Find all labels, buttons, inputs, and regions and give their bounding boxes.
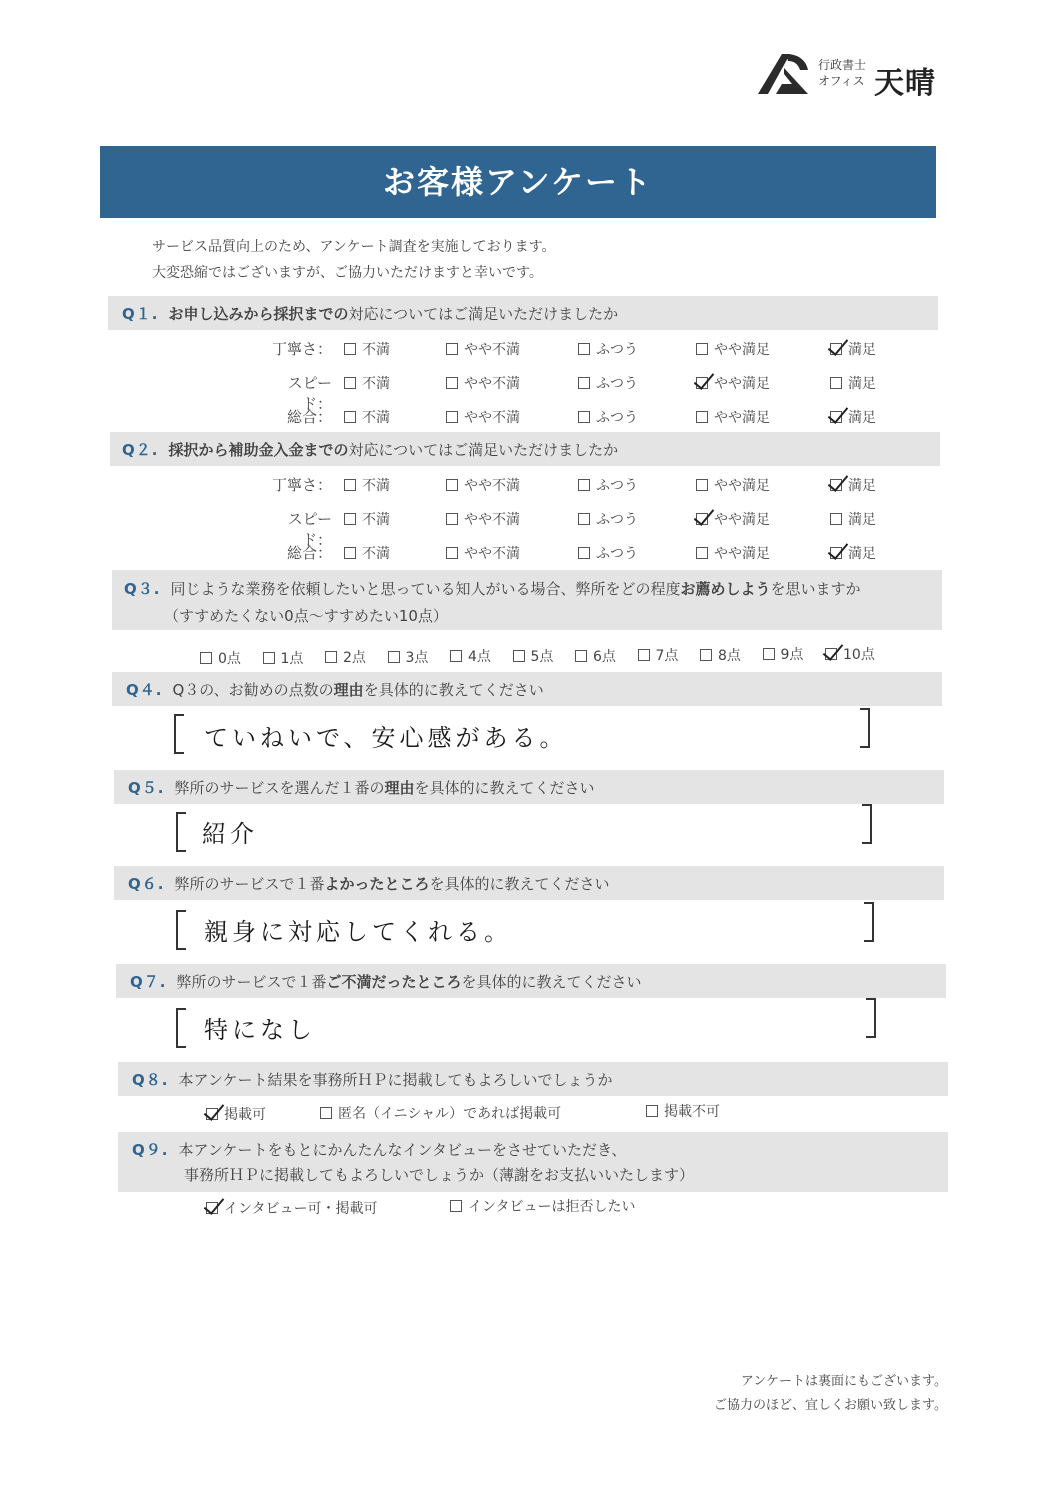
q2-row-1-option[interactable]	[830, 509, 876, 529]
q9-option-decline[interactable]	[450, 1196, 635, 1216]
q3-question	[124, 578, 861, 599]
q9-option-decline-label: インタビューは拒否したい	[468, 1199, 636, 1215]
q9-number: Q９.	[132, 1141, 169, 1159]
q3-point-label: 5点	[530, 649, 554, 665]
q1-row-2-option[interactable]	[696, 407, 770, 427]
q3-point-option[interactable]	[450, 646, 491, 666]
q3-point-label: 9点	[780, 647, 804, 663]
q7-answer[interactable]: 特になし	[204, 1016, 316, 1044]
checkbox-icon[interactable]	[446, 479, 458, 491]
checkbox-icon[interactable]	[325, 651, 337, 663]
q2-row-label: 総合：	[286, 544, 332, 562]
q5-question	[128, 777, 595, 798]
q1-row-0-option[interactable]	[344, 339, 390, 359]
q2-row-2-option[interactable]	[578, 543, 638, 563]
q2-row-2-option[interactable]	[696, 543, 770, 563]
q3-point-label: 0点	[218, 651, 241, 667]
option-label: ふつう	[596, 512, 638, 528]
q1-row-label: スピード：	[287, 374, 332, 413]
checkbox-icon[interactable]	[638, 649, 650, 661]
q6-question	[128, 873, 610, 894]
option-label: 不満	[362, 376, 390, 392]
q1-text-emph: お申し込みから採択までの	[168, 305, 349, 323]
q2-row-0-option[interactable]	[830, 475, 876, 495]
q6-text-a: 弊所のサービスで１番	[174, 875, 325, 893]
option-label: ふつう	[596, 410, 638, 426]
q2-text: 対応についてはご満足いただけましたか	[348, 441, 619, 459]
logo-line1: 行政書士	[818, 58, 867, 72]
q2-row-0-option[interactable]	[344, 475, 390, 495]
q6-text-c: を具体的に教えてください	[429, 875, 610, 893]
checkbox-icon[interactable]	[830, 479, 842, 491]
q8-option-publish[interactable]	[206, 1104, 266, 1124]
checkbox-icon[interactable]	[263, 652, 275, 664]
q1-row-2-option[interactable]	[578, 407, 638, 427]
checkbox-icon[interactable]	[578, 411, 590, 423]
q8-number: Q８.	[132, 1071, 169, 1089]
q7-text-a: 弊所のサービスで１番	[176, 973, 327, 991]
checkbox-icon[interactable]	[578, 377, 590, 389]
option-label: やや不満	[464, 546, 520, 562]
page-title: お客様アンケート	[100, 146, 936, 218]
checkbox-icon[interactable]	[446, 411, 458, 423]
checkbox-icon[interactable]	[830, 377, 842, 389]
checkbox-icon[interactable]	[696, 411, 708, 423]
q4-question	[126, 679, 544, 700]
q7-number: Q７.	[130, 973, 167, 991]
checkbox-icon[interactable]	[700, 649, 712, 661]
q2-row-2-option[interactable]	[344, 543, 390, 563]
checkbox-icon[interactable]	[830, 513, 842, 525]
q1-text: 対応についてはご満足いただけましたか	[348, 305, 619, 323]
q9-text-1: 本アンケートをもとにかんたんなインタビューをさせていただき、	[178, 1141, 627, 1159]
q1-question	[122, 303, 618, 324]
q3-point-label: 4点	[468, 649, 491, 665]
q3-point-option[interactable]	[763, 644, 804, 664]
checkbox-icon[interactable]	[578, 513, 590, 525]
q8-option-no-publish[interactable]	[646, 1101, 720, 1121]
q3-text-a: 同じような業務を依頼したいと思っている知人がいる場合、弊所をどの程度	[170, 580, 681, 598]
q5-answer[interactable]: 紹介	[202, 820, 258, 848]
intro-line-1: サービス品質向上のため、アンケート調査を実施しております。	[152, 239, 556, 255]
q2-row-0-option[interactable]	[696, 475, 770, 495]
checkbox-icon[interactable]	[344, 513, 356, 525]
checkbox-icon[interactable]	[763, 648, 775, 660]
checkbox-icon[interactable]	[206, 1108, 218, 1120]
q3-point-option[interactable]	[513, 646, 554, 666]
q4-number: Q４.	[126, 681, 163, 699]
q9-option-accept-label: インタビュー可・掲載可	[224, 1201, 378, 1217]
option-label: 不満	[362, 342, 390, 358]
checkbox-icon[interactable]	[696, 547, 708, 559]
q8-text: 本アンケート結果を事務所ＨＰに掲載してもよろしいでしょうか	[178, 1071, 613, 1089]
q1-row-label: 総合：	[286, 408, 332, 426]
checkbox-icon[interactable]	[344, 479, 356, 491]
q3-subtext: （すすめたくない0点～すすめたい10点）	[164, 607, 448, 625]
checkbox-icon[interactable]	[344, 343, 356, 355]
q3-point-label: 2点	[343, 650, 366, 666]
q4-text-emph: 理由	[333, 681, 364, 699]
checkbox-icon[interactable]	[578, 343, 590, 355]
q3-number: Q３.	[124, 580, 161, 598]
q4-bracket-right	[860, 708, 870, 748]
option-label: やや不満	[464, 410, 520, 426]
q1-row-2-option[interactable]	[446, 407, 520, 427]
q1-row-2-option[interactable]	[344, 407, 390, 427]
q4-bracket-left	[174, 714, 184, 754]
office-logo	[754, 48, 944, 100]
checkbox-icon[interactable]	[578, 479, 590, 491]
q1-number: Q１.	[122, 305, 159, 323]
q2-number: Q２.	[122, 441, 159, 459]
q3-point-option[interactable]	[638, 645, 679, 665]
logo-mark-icon	[754, 48, 812, 98]
q4-answer[interactable]: ていねいで、安心感がある。	[204, 724, 568, 752]
q2-row-2-option[interactable]	[830, 543, 876, 563]
checkbox-icon[interactable]	[696, 479, 708, 491]
q1-row-0-option[interactable]	[830, 339, 876, 359]
q2-row-1-option[interactable]	[696, 509, 770, 529]
q7-bracket-right	[866, 998, 876, 1038]
q8-option-anonymous-label: 匿名（イニシャル）であれば掲載可	[338, 1106, 562, 1122]
q5-text-emph: 理由	[384, 779, 415, 797]
option-label: やや満足	[714, 512, 770, 528]
checkbox-icon[interactable]	[825, 648, 837, 660]
q8-option-anonymous[interactable]	[320, 1103, 561, 1123]
option-label: やや不満	[464, 478, 520, 494]
q7-text-emph: ご不満だったところ	[326, 973, 462, 991]
q4-text-c: を具体的に教えてください	[363, 681, 544, 699]
q6-number: Q６.	[128, 875, 165, 893]
q6-text-emph: よかったところ	[324, 875, 430, 893]
q5-text-c: を具体的に教えてください	[414, 779, 595, 797]
checkbox-icon[interactable]	[344, 411, 356, 423]
q3-point-option[interactable]	[325, 647, 366, 667]
q7-question	[130, 971, 642, 992]
q7-text-c: を具体的に教えてください	[461, 973, 642, 991]
logo-line2: オフィス	[818, 74, 865, 88]
q2-row-label: スピード：	[287, 510, 332, 549]
footer-line-2: ご協力のほど、宜しくお願い致します。	[714, 1398, 947, 1413]
q9-text-2: 事務所ＨＰに掲載してもよろしいでしょうか（薄謝をお支払いいたします）	[184, 1166, 695, 1184]
q8-option-no-publish-label: 掲載不可	[664, 1104, 720, 1120]
checkbox-icon[interactable]	[446, 513, 458, 525]
checkbox-icon[interactable]	[450, 650, 462, 662]
option-label: やや満足	[714, 478, 770, 494]
q1-row-1-option[interactable]	[696, 373, 770, 393]
q1-row-1-option[interactable]	[578, 373, 638, 393]
q1-row-2-option[interactable]	[830, 407, 876, 427]
checkbox-icon[interactable]	[830, 411, 842, 423]
option-label: やや満足	[714, 376, 770, 392]
q1-row-1-option[interactable]	[446, 373, 520, 393]
checkbox-icon[interactable]	[200, 652, 212, 664]
option-label: 満足	[848, 376, 876, 392]
q5-text-a: 弊所のサービスを選んだ１番の	[174, 779, 385, 797]
q2-row-1-option[interactable]	[446, 509, 520, 529]
q1-row-label: 丁寧さ：	[271, 340, 332, 358]
checkbox-icon[interactable]	[830, 343, 842, 355]
option-label: 満足	[848, 342, 876, 358]
q2-row-0-option[interactable]	[578, 475, 638, 495]
checkbox-icon[interactable]	[696, 513, 708, 525]
checkbox-icon[interactable]	[446, 377, 458, 389]
q2-row-label: 丁寧さ：	[271, 476, 332, 494]
q3-text-c: を思いますか	[770, 580, 861, 598]
q4-text-a: Q３の、お勧めの点数の	[172, 681, 334, 699]
checkbox-icon[interactable]	[446, 547, 458, 559]
q2-row-1-option[interactable]	[344, 509, 390, 529]
q9-option-accept[interactable]	[206, 1198, 377, 1218]
option-label: やや満足	[714, 342, 770, 358]
q3-point-label: 1点	[280, 651, 304, 667]
option-label: ふつう	[596, 376, 638, 392]
q3-point-option[interactable]	[200, 648, 241, 668]
q6-bracket-right	[864, 902, 874, 942]
q3-point-label: 8点	[718, 648, 741, 664]
q9-question	[132, 1139, 626, 1160]
checkbox-icon[interactable]	[388, 651, 400, 663]
checkbox-icon[interactable]	[450, 1200, 462, 1212]
option-label: ふつう	[596, 478, 638, 494]
intro-line-2: 大変恐縮ではございますが、ご協力いただけますと幸いです。	[152, 265, 543, 281]
option-label: 不満	[362, 410, 390, 426]
checkbox-icon[interactable]	[446, 343, 458, 355]
option-label: やや満足	[714, 546, 770, 562]
q2-row-1-option[interactable]	[578, 509, 638, 529]
option-label: 不満	[362, 478, 390, 494]
q1-row-0-option[interactable]	[446, 339, 520, 359]
q3-point-option[interactable]	[388, 647, 429, 667]
option-label: やや不満	[464, 342, 520, 358]
footer-line-1: アンケートは裏面にもございます。	[740, 1374, 947, 1389]
checkbox-icon[interactable]	[696, 343, 708, 355]
q3-point-label: 10点	[843, 647, 875, 663]
q1-row-1-option[interactable]	[344, 373, 390, 393]
q2-question	[122, 439, 618, 460]
q5-bracket-right	[862, 804, 872, 844]
q6-answer[interactable]: 親身に対応してくれる。	[204, 918, 512, 946]
logo-name: 天晴	[874, 66, 936, 101]
option-label: ふつう	[596, 342, 638, 358]
q3-point-label: 3点	[405, 650, 429, 666]
q5-number: Q５.	[128, 779, 165, 797]
checkbox-icon[interactable]	[696, 377, 708, 389]
option-label: 不満	[362, 512, 390, 528]
q3-point-option[interactable]	[825, 644, 875, 664]
q1-row-0-option[interactable]	[696, 339, 770, 359]
option-label: やや不満	[464, 376, 520, 392]
checkbox-icon[interactable]	[646, 1105, 658, 1117]
checkbox-icon[interactable]	[206, 1202, 218, 1214]
q2-text-emph: 採択から補助金入金までの	[168, 441, 349, 459]
q7-bracket-left	[176, 1008, 186, 1048]
checkbox-icon[interactable]	[575, 650, 587, 662]
checkbox-icon[interactable]	[344, 377, 356, 389]
option-label: 満足	[848, 410, 876, 426]
checkbox-icon[interactable]	[513, 650, 525, 662]
q3-point-option[interactable]	[575, 646, 616, 666]
option-label: 満足	[848, 512, 876, 528]
q3-text-emph: お薦めしよう	[680, 580, 771, 598]
q2-row-0-option[interactable]	[446, 475, 520, 495]
q1-row-0-option[interactable]	[578, 339, 638, 359]
q6-bracket-left	[176, 910, 186, 950]
q1-row-1-option[interactable]	[830, 373, 876, 393]
q3-point-label: 7点	[655, 648, 679, 664]
q3-point-label: 6点	[593, 649, 616, 665]
option-label: やや満足	[714, 410, 770, 426]
checkbox-icon[interactable]	[578, 547, 590, 559]
q8-option-publish-label: 掲載可	[224, 1107, 266, 1123]
q5-bracket-left	[176, 812, 186, 852]
checkbox-icon[interactable]	[320, 1107, 332, 1119]
option-label: 満足	[848, 478, 876, 494]
q3-point-option[interactable]	[263, 648, 304, 668]
q2-row-2-option[interactable]	[446, 543, 520, 563]
option-label: ふつう	[596, 546, 638, 562]
option-label: 満足	[848, 546, 876, 562]
option-label: 不満	[362, 546, 390, 562]
checkbox-icon[interactable]	[344, 547, 356, 559]
q8-question	[132, 1069, 613, 1090]
checkbox-icon[interactable]	[830, 547, 842, 559]
q3-point-option[interactable]	[700, 645, 741, 665]
option-label: やや不満	[464, 512, 520, 528]
